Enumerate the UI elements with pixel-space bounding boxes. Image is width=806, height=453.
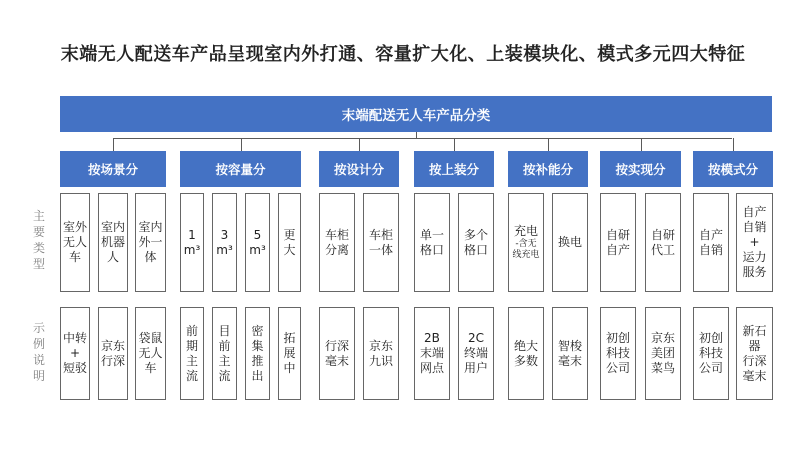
type-text: 室外 无人 车 [63, 220, 88, 264]
type-cell [508, 193, 544, 292]
example-text: 2B 末端 网点 [419, 331, 444, 375]
example-text: 目 前 主 流 [218, 323, 231, 383]
type-cell [693, 193, 729, 292]
example-text: 智梭 毫末 [557, 338, 582, 368]
example-text: 拓 展 中 [283, 331, 296, 375]
type-cell [645, 193, 681, 292]
example-text: 行深 毫末 [324, 338, 349, 368]
example-text: 京东 美团 菜鸟 [650, 331, 675, 375]
type-cell [552, 193, 588, 292]
type-text: 自研 代工 [650, 227, 675, 257]
connector-category [359, 138, 360, 151]
row-label-types: 主要类型 [32, 209, 45, 271]
type-cell [245, 193, 270, 292]
example-cell [414, 307, 450, 400]
example-cell [135, 307, 166, 400]
example-cell [458, 307, 494, 400]
type-cell [458, 193, 494, 292]
example-cell [319, 307, 355, 400]
type-cell [363, 193, 399, 292]
type-text: 自研 自产 [605, 227, 630, 257]
type-cell [180, 193, 204, 292]
category-header: 按设计分 [319, 151, 399, 187]
type-cell [98, 193, 128, 292]
example-cell [645, 307, 681, 400]
example-text: 初创 科技 公司 [698, 331, 723, 375]
type-cell [736, 193, 773, 292]
category-header: 按场景分 [60, 151, 166, 187]
type-cell [414, 193, 450, 292]
type-cell [319, 193, 355, 292]
type-text: 充电 [513, 224, 538, 238]
example-text: 密 集 推 出 [251, 323, 264, 383]
connector-category [241, 138, 242, 151]
category-header: 按实现分 [600, 151, 681, 187]
category-header: 按模式分 [693, 151, 773, 187]
example-text: 绝大 多数 [513, 338, 538, 368]
type-text: 车柜 分离 [324, 227, 349, 257]
example-cell [245, 307, 270, 400]
example-cell [212, 307, 237, 400]
connector-category [113, 138, 114, 151]
example-text: 袋鼠 无人 车 [138, 331, 163, 375]
example-text: 前 期 主 流 [185, 323, 198, 383]
type-cell [278, 193, 301, 292]
type-text: 5 m³ [249, 227, 266, 257]
example-text: 2C 终端 用户 [463, 331, 488, 375]
example-cell [736, 307, 773, 400]
connector-category [733, 138, 734, 151]
example-cell [60, 307, 90, 400]
type-text: 自产 自销 [698, 227, 723, 257]
example-cell [508, 307, 544, 400]
type-cell [60, 193, 90, 292]
type-text: 车柜 一体 [368, 227, 393, 257]
type-text: 换电 [557, 235, 582, 249]
type-text: 室内 外一 体 [138, 220, 163, 264]
row-label-examples: 示例说明 [32, 321, 45, 383]
page-title: 末端无人配送车产品呈现室内外打通、容量扩大化、上装模块化、模式多元四大特征 [60, 44, 746, 65]
example-cell [552, 307, 588, 400]
connector-category [548, 138, 549, 151]
type-text: 更 大 [283, 227, 296, 257]
connector-category [454, 138, 455, 151]
type-text: 多个 格口 [463, 227, 488, 257]
example-cell [693, 307, 729, 400]
root-node: 末端配送无人车产品分类 [60, 96, 772, 132]
type-text: 单一 格口 [419, 227, 444, 257]
type-cell [135, 193, 166, 292]
type-text: 自产 自销 + 运力 服务 [742, 205, 767, 279]
example-text: 京东 九识 [368, 338, 393, 368]
example-cell [278, 307, 301, 400]
example-text: 初创 科技 公司 [605, 331, 630, 375]
example-cell [363, 307, 399, 400]
example-text: 京东 行深 [101, 338, 126, 368]
category-header: 按容量分 [180, 151, 301, 187]
example-cell [600, 307, 636, 400]
type-text: 1 m³ [183, 227, 201, 257]
type-note: -含无 线充电 [512, 239, 540, 260]
type-cell [212, 193, 237, 292]
connector-horizontal [113, 138, 732, 139]
type-cell [600, 193, 636, 292]
type-text: 3 m³ [216, 227, 233, 257]
example-cell [180, 307, 204, 400]
example-cell [98, 307, 128, 400]
connector-category [641, 138, 642, 151]
category-header: 按上装分 [414, 151, 494, 187]
category-header: 按补能分 [508, 151, 588, 187]
example-text: 新石 器 行深 毫末 [742, 323, 767, 383]
example-text: 中转 + 短驳 [63, 331, 88, 375]
type-text: 室内 机器 人 [101, 220, 126, 264]
